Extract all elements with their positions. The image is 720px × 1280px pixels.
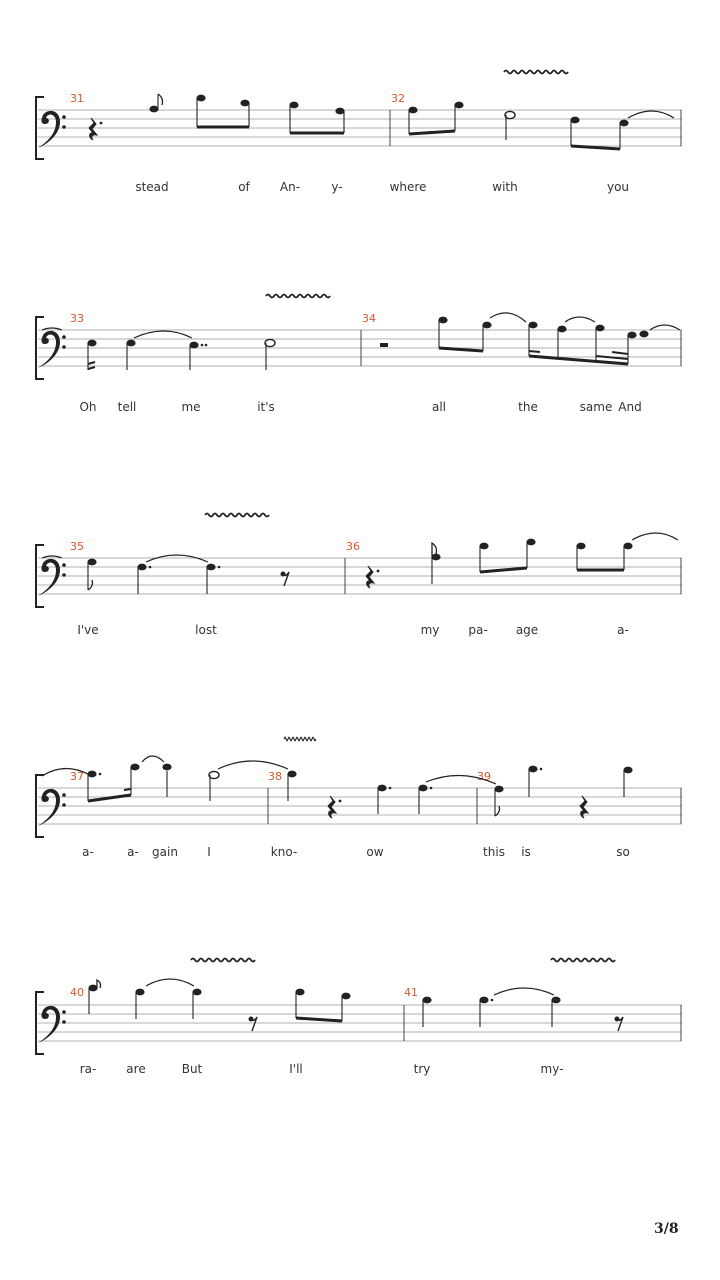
eighth-rest xyxy=(615,1017,623,1031)
lyrics xyxy=(77,623,629,637)
svg-text:tell: tell xyxy=(117,400,137,414)
svg-text:a-: a- xyxy=(82,845,94,859)
svg-text:my-: my- xyxy=(540,1062,564,1076)
staff-lines xyxy=(38,788,682,824)
measure-number: 33 xyxy=(70,312,84,325)
system-4 xyxy=(36,738,682,860)
measure-number: 39 xyxy=(477,770,491,783)
svg-text:a-: a- xyxy=(127,845,139,859)
svg-text:I: I xyxy=(207,845,211,859)
svg-text:I'll: I'll xyxy=(289,1062,303,1076)
bass-clef-icon xyxy=(38,331,66,368)
staff-lines xyxy=(38,1005,682,1041)
svg-text:of: of xyxy=(238,180,250,194)
lyrics xyxy=(135,180,629,194)
svg-text:a-: a- xyxy=(617,623,629,637)
bass-clef-icon xyxy=(38,559,66,596)
notes xyxy=(42,756,633,818)
bass-clef-icon xyxy=(38,789,66,826)
notes xyxy=(89,94,674,149)
svg-text:you: you xyxy=(606,180,630,194)
staff-lines xyxy=(38,110,682,146)
wavy-vibrato xyxy=(266,295,330,298)
measure-number: 41 xyxy=(404,986,418,999)
wavy-vibrato xyxy=(504,71,568,74)
svg-text:And: And xyxy=(618,400,642,414)
svg-text:stead: stead xyxy=(135,180,169,194)
wavy-vibrato xyxy=(551,959,615,962)
system-2 xyxy=(36,295,682,415)
svg-text:it's: it's xyxy=(257,400,275,414)
measure-number: 36 xyxy=(346,540,360,553)
svg-text:pa-: pa- xyxy=(468,623,488,637)
svg-text:with: with xyxy=(492,180,518,194)
svg-text:gain: gain xyxy=(152,845,178,859)
bass-clef-icon xyxy=(38,1006,66,1043)
wavy-vibrato xyxy=(191,959,255,962)
eighth-rest xyxy=(249,1017,257,1031)
svg-text:Oh: Oh xyxy=(79,400,97,414)
measure-number: 37 xyxy=(70,770,84,783)
svg-text:age: age xyxy=(515,623,539,637)
system-5 xyxy=(36,959,682,1077)
measure-number: 31 xyxy=(70,92,84,105)
svg-text:ow: ow xyxy=(366,845,384,859)
svg-text:where: where xyxy=(389,180,427,194)
svg-text:y-: y- xyxy=(331,180,343,194)
lyrics xyxy=(82,845,630,859)
eighth-rest xyxy=(281,572,289,586)
svg-text:this: this xyxy=(483,845,505,859)
lyrics xyxy=(79,400,641,414)
measure-number: 38 xyxy=(268,770,282,783)
wavy-vibrato xyxy=(205,514,269,517)
svg-text:kno-: kno- xyxy=(270,845,298,859)
svg-text:I've: I've xyxy=(77,623,99,637)
lyrics xyxy=(80,1062,564,1076)
system-3 xyxy=(36,514,682,638)
measure-number: 32 xyxy=(391,92,405,105)
svg-text:same: same xyxy=(579,400,613,414)
page-number: 3/8 xyxy=(654,1221,679,1237)
svg-text:But: But xyxy=(181,1062,203,1076)
svg-text:An-: An- xyxy=(279,180,301,194)
svg-text:the: the xyxy=(518,400,538,414)
staff-lines xyxy=(38,558,682,594)
svg-text:so: so xyxy=(616,845,630,859)
svg-text:try: try xyxy=(413,1062,431,1076)
svg-text:is: is xyxy=(521,845,531,859)
measure-number: 40 xyxy=(70,986,84,999)
svg-text:all: all xyxy=(431,400,447,414)
svg-text:lost: lost xyxy=(195,623,217,637)
measure-number: 34 xyxy=(362,312,376,325)
svg-text:my: my xyxy=(420,623,440,637)
svg-text:ra-: ra- xyxy=(79,1062,97,1076)
system-1 xyxy=(36,71,682,195)
svg-text:are: are xyxy=(126,1062,146,1076)
bass-clef-icon xyxy=(38,111,66,148)
measure-number: 35 xyxy=(70,540,84,553)
wavy-vibrato xyxy=(284,738,316,741)
svg-text:me: me xyxy=(181,400,201,414)
